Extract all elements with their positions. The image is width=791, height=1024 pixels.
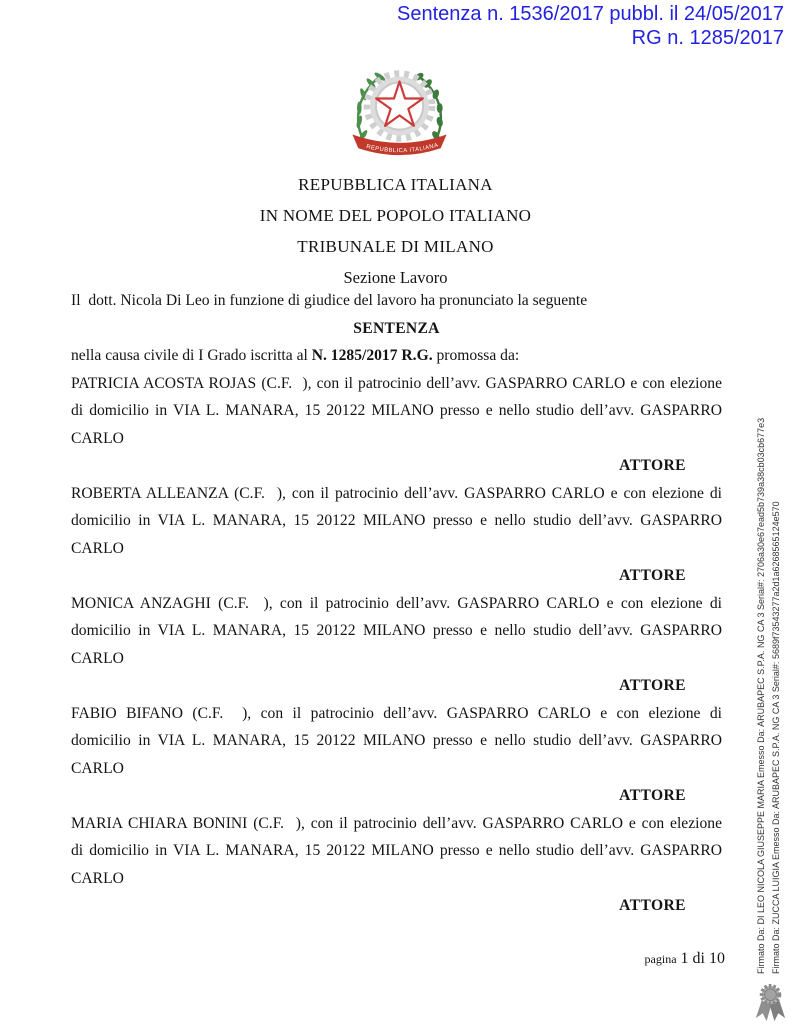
page-footer — [0, 950, 725, 968]
party-role: ATTORE — [619, 567, 686, 584]
party-details: (C.F. ), con il patrocinio dell’avv. GASPARRO CARLO e con elezione di domicilio in VIA L. MANARA, 15 20122 MILANO presso e nello studio dell’avv. GASPARRO CARLO — [71, 374, 722, 447]
stamp-sentence-number: Sentenza n. 1536/2017 pubbl. il 24/05/2017 — [397, 3, 784, 25]
party-role: ATTORE — [619, 457, 686, 474]
party-name: FABIO BIFANO — [71, 704, 183, 722]
party-role: ATTORE — [619, 897, 686, 914]
title-in-name-of-people: IN NOME DEL POPOLO ITALIANO — [259, 206, 532, 225]
case-line-prefix: nella causa civile di I Grado iscritta al — [71, 347, 312, 364]
party-name: MONICA ANZAGHI — [71, 594, 211, 612]
signature-line-1: Firmato Da: DI LEO NICOLA GIUSEPPE MARIA Emesso Da: ARUBAPEC S.P.A. NG CA 3 Serial#: 2706a30e67ead5b739a38cb03cb677e3 — [756, 417, 766, 974]
party-role: ATTORE — [619, 677, 686, 694]
case-line-suffix: promossa da: — [432, 347, 520, 364]
title-tribunal: TRIBUNALE DI MILANO — [297, 237, 494, 256]
pagina-label: pagina — [644, 952, 677, 966]
signature-line-2: Firmato Da: ZUCCA LUIGIA Emesso Da: ARUBAPEC S.P.A. NG CA 3 Serial#: 5689f73543277a2d1a6268565124e570 — [771, 501, 781, 974]
party-name: MARIA CHIARA BONINI — [71, 814, 248, 832]
case-number: N. 1285/2017 R.G. — [311, 347, 433, 364]
party-block — [71, 480, 722, 563]
emblem-banner-text: REPUBBLICA ITALIANA — [365, 142, 440, 155]
party-block — [71, 370, 722, 453]
stamp-rg-number: RG n. 1285/2017 — [631, 27, 784, 49]
party-details: (C.F. ), con il patrocinio dell’avv. GASPARRO CARLO e con elezione di domicilio in VIA L. MANARA, 15 20122 MILANO presso e nello studio dell’avv. GASPARRO CARLO — [71, 484, 722, 557]
judge-line: Il dott. Nicola Di Leo in funzione di giudice del lavoro ha pronunciato la seguente — [71, 292, 588, 309]
title-section: Sezione Lavoro — [343, 268, 448, 287]
party-details: (C.F. ), con il patrocinio dell’avv. GASPARRO CARLO e con elezione di domicilio in VIA L. MANARA, 15 20122 MILANO presso e nello studio dell’avv. GASPARRO CARLO — [71, 704, 722, 777]
party-details: (C.F. ), con il patrocinio dell’avv. GASPARRO CARLO e con elezione di domicilio in VIA L. MANARA, 15 20122 MILANO presso e nello studio dell’avv. GASPARRO CARLO — [71, 814, 722, 887]
italian-republic-emblem-icon — [328, 57, 471, 160]
sentence-heading: SENTENZA — [353, 319, 440, 337]
title-republic: REPUBBLICA ITALIANA — [298, 175, 493, 194]
party-block — [71, 810, 722, 893]
document-heading — [0, 169, 791, 293]
publication-stamp — [0, 2, 784, 50]
party-block — [71, 590, 722, 673]
rosette-seal-icon — [750, 981, 791, 1024]
party-role: ATTORE — [619, 787, 686, 804]
party-details: (C.F. ), con il patrocinio dell’avv. GASPARRO CARLO e con elezione di domicilio in VIA L. MANARA, 15 20122 MILANO presso e nello studio dell’avv. GASPARRO CARLO — [71, 594, 722, 667]
page-number: 1 di 10 — [680, 950, 725, 967]
case-line — [71, 342, 722, 370]
party-block — [71, 700, 722, 783]
party-name: PATRICIA ACOSTA ROJAS — [71, 374, 257, 392]
party-name: ROBERTA ALLEANZA — [71, 484, 229, 502]
judgment-body — [71, 287, 722, 920]
